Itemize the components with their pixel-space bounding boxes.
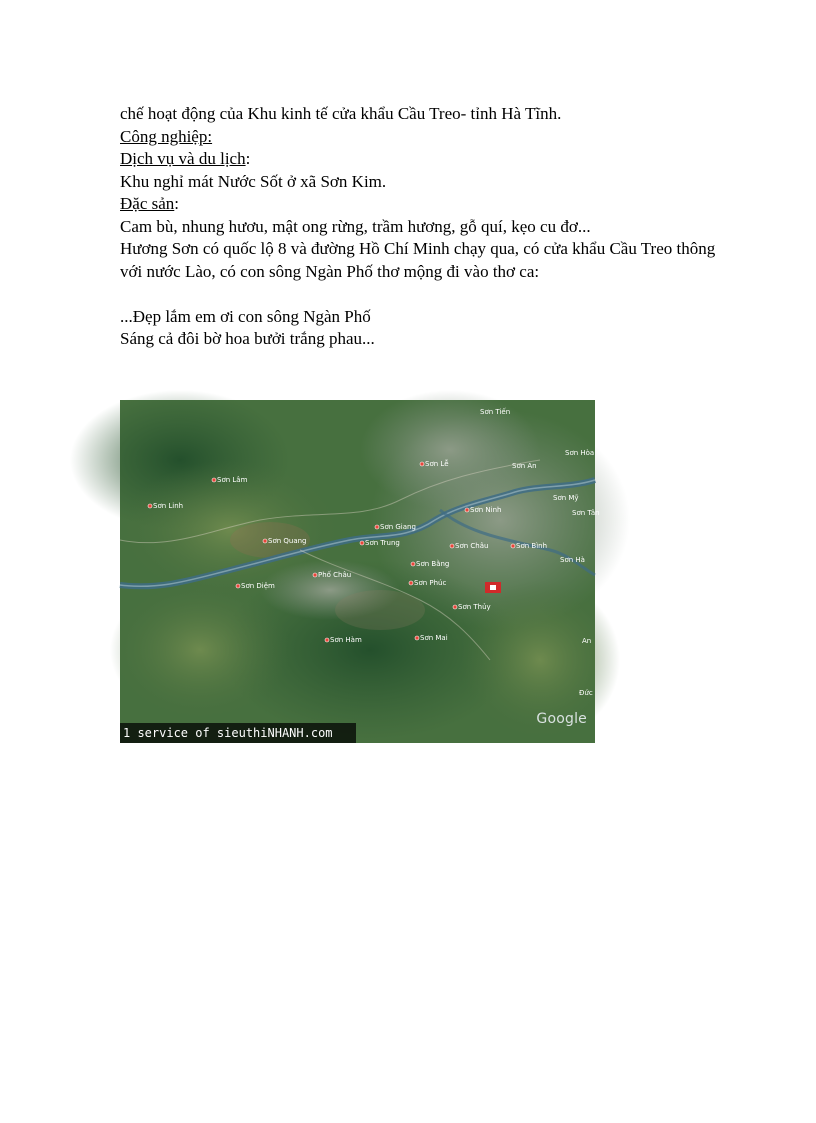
services-heading: Dịch vụ và du lịch [120, 149, 246, 168]
map-label: Sơn Bằng [416, 560, 450, 568]
satellite-map-image [120, 400, 600, 743]
map-label: An [582, 637, 592, 645]
map-label: Sơn Hàm [330, 636, 362, 644]
specialties-heading-line [120, 193, 790, 216]
google-logo: Google [536, 711, 587, 727]
paragraph-line: với nước Lào, có con sông Ngàn Phố thơ mộng đi vào thơ ca: [120, 261, 540, 281]
paragraph-line: chế hoạt động của Khu kinh tế cửa khẩu Cầu Treo- tỉnh Hà Tĩnh. [120, 104, 562, 123]
map-marker [409, 581, 413, 585]
map-marker [263, 539, 267, 543]
industry-heading-line [120, 126, 790, 149]
paragraph-line: Hương Sơn có quốc lộ 8 và đường Hồ Chí Minh chạy qua, có cửa khẩu Cầu Treo thông [120, 239, 716, 258]
map-label: Sơn Phúc [414, 579, 447, 587]
map-label: Sơn Ninh [470, 506, 502, 514]
map-label: Sơn Châu [455, 542, 489, 550]
map-caption: 1 service of sieuthiNHANH.com [120, 723, 356, 743]
services-heading-line [120, 148, 790, 171]
document-text [120, 103, 790, 351]
map-marker [236, 584, 240, 588]
map-marker [375, 525, 379, 529]
map-marker [148, 504, 152, 508]
map-marker [511, 544, 515, 548]
services-colon: : [245, 149, 251, 168]
map-marker [325, 638, 329, 642]
map-label: Sơn Tân [572, 509, 600, 517]
map-label: Phố Châu [318, 571, 352, 579]
map-marker [453, 605, 457, 609]
resort-line: Khu nghỉ mát Nước Sốt ở xã Sơn Kim. [120, 171, 387, 191]
map-label: Sơn Hà [560, 556, 585, 564]
map-marker [360, 541, 364, 545]
specialties-heading: Đặc sản [120, 194, 175, 213]
map-terrain [120, 400, 600, 743]
map-marker [420, 462, 424, 466]
blank-line [120, 283, 790, 306]
map-label: Sơn Mai [420, 634, 448, 642]
map-label: Sơn Lâm [217, 476, 248, 484]
map-label: Sơn Mỹ [553, 494, 579, 502]
map-label: Sơn Diệm [241, 582, 275, 590]
map-label: Sơn Thủy [458, 603, 491, 611]
map-label: Sơn Tiến [480, 408, 511, 416]
map-label: Sơn Quang [268, 537, 307, 545]
map-label: Sơn Linh [153, 502, 184, 510]
map-marker [313, 573, 317, 577]
map-label: Sơn Hòa [565, 449, 595, 457]
specialties-line: Cam bù, nhung hươu, mật ong rừng, trầm hương, gỗ quí, kẹo cu đơ... [120, 216, 591, 236]
map-label: Sơn Trung [365, 539, 400, 547]
map-marker [415, 636, 419, 640]
poem-line: Sáng cả đôi bờ hoa bưởi trắng phau... [120, 329, 375, 348]
map-label: Sơn An [512, 462, 537, 470]
industry-heading: Công nghiệp: [120, 126, 213, 146]
map-label: Sơn Lễ [425, 460, 449, 468]
map-label: Sơn Giang [380, 523, 416, 531]
poem-line: ...Đẹp lắm em ơi con sông Ngàn Phố [120, 306, 371, 326]
map-marker [411, 562, 415, 566]
map-marker [465, 508, 469, 512]
map-marker [212, 478, 216, 482]
map-label: Đức [579, 689, 593, 697]
specialties-colon: : [174, 194, 180, 213]
map-marker [450, 544, 454, 548]
map-label: Sơn Bình [516, 542, 548, 550]
